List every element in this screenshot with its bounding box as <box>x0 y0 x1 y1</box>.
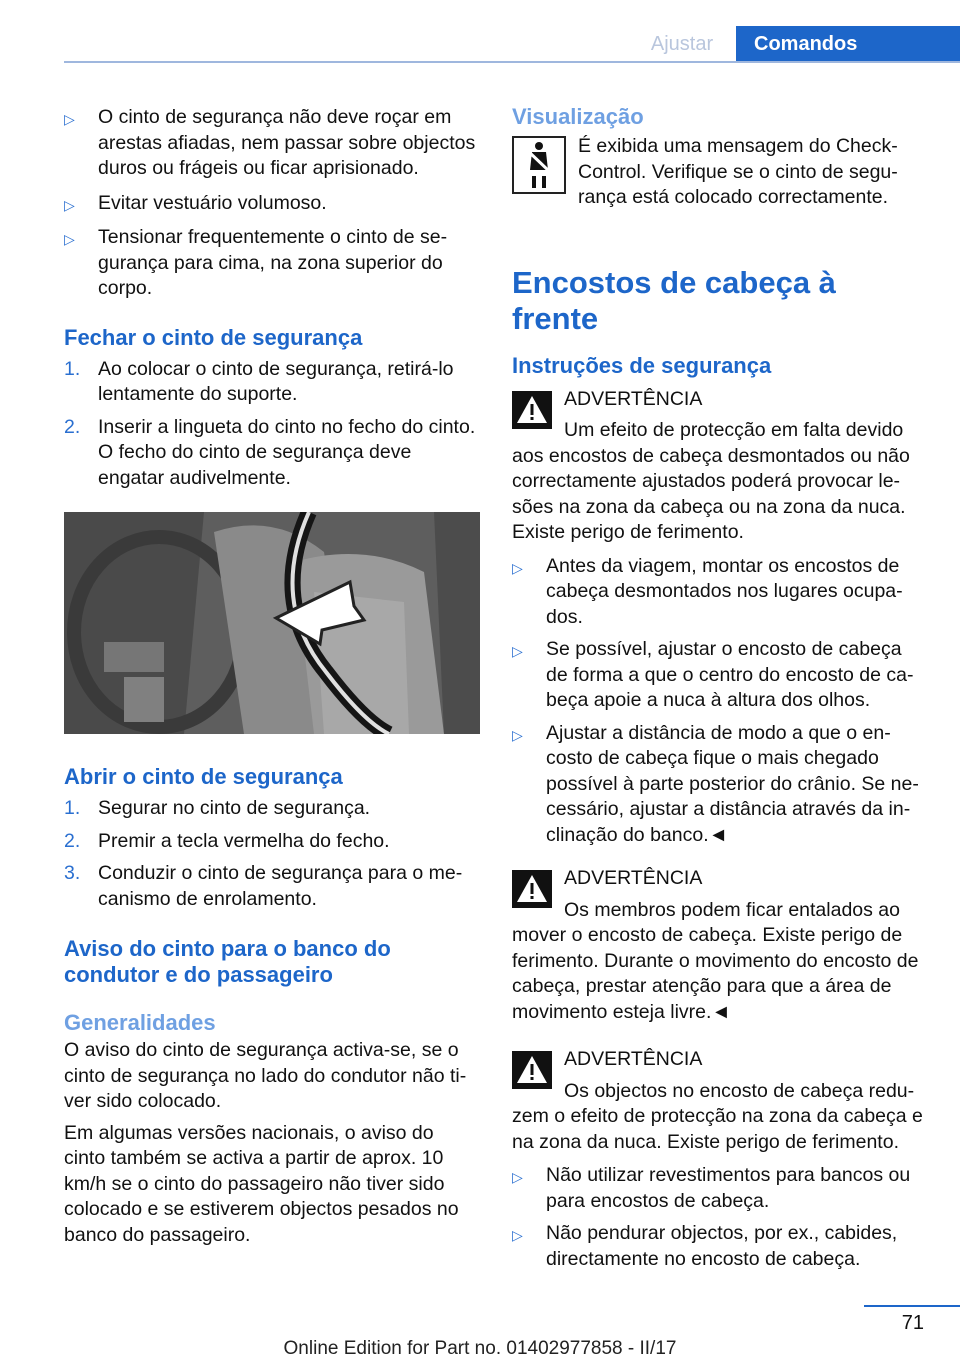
warning-triangle-icon <box>512 1051 552 1089</box>
list-item: ▷ O cinto de segurança não deve roçar em arestas afiadas, nem passar sobre objectos duros ou frágeis ou ficar aprisionado. <box>64 106 476 179</box>
warning-text: Um efeito de protecção em falta devido aos encostos de cabeça desmontados ou não correctamente ajustados poderá provocar lesões na zona da cabeça ou na zona da nuca. Existe perigo de ferimento. <box>512 419 910 543</box>
right-column <box>512 100 926 1272</box>
warning-triangle-icon <box>512 391 552 429</box>
bullet-triangle-icon: ▷ <box>64 196 75 213</box>
section-title-aviso: Aviso do cinto para o banco do condutor e do passageiro <box>64 936 391 987</box>
warning-label: ADVERTÊNCIA <box>564 387 703 410</box>
chapter-tabs <box>628 26 960 62</box>
list-item: ▷ Não utilizar revestimentos para bancos ou para encostos de cabeça. <box>512 1164 911 1212</box>
list-item: 1. Ao colocar o cinto de segurança, retirá-lo lentamente do suporte. <box>64 357 454 405</box>
warning-text: Os membros podem ficar entalados ao mover o encosto de cabeça. Existe perigo de ferimento. Durante o movimento do encosto de cabeça, prestar atenção para que a área de movimento esteja livre.◄ <box>512 898 919 1023</box>
warning-block <box>512 1047 926 1155</box>
list-item: ▷ Se possível, ajustar o encosto de cabeça de forma a que o centro do encosto de cabeça apoie a nuca à altura dos olhos. <box>512 638 914 711</box>
bullet-triangle-icon: ▷ <box>512 1169 523 1185</box>
page-number: 71 <box>901 1312 924 1334</box>
warning-block <box>512 387 926 546</box>
warning-triangle-icon <box>512 870 552 908</box>
bullet-triangle-icon: ▷ <box>512 726 523 743</box>
bullet-triangle-icon: ▷ <box>64 111 75 127</box>
bullet-triangle-icon: ▷ <box>64 231 75 247</box>
edition-note: Online Edition for Part no. 01402977858 - II/17 <box>283 1338 677 1359</box>
warning-label: ADVERTÊNCIA <box>564 867 703 889</box>
list-item: 2. Inserir a lingueta do cinto no fecho do cinto. O fecho do cinto de segurança deve engatar audivelmente. <box>64 415 476 489</box>
tab-comandos[interactable]: Comandos <box>736 26 960 62</box>
list-item: ▷ Evitar vestuário volumoso. <box>64 191 480 217</box>
seatbelt-warning-icon <box>512 136 566 194</box>
list-item: 2. Premir a tecla vermelha do fecho. <box>64 829 390 852</box>
list-item: 3. Conduzir o cinto de segurança para o mecanismo de enrolamento. <box>64 862 463 910</box>
paragraph: Em algumas versões nacionais, o aviso do cinto também se activa a partir de aprox. 10 km/h se o cinto do passageiro não tiver sido colocado e se estiverem objectos pesados no banco do passageiro. <box>64 1121 459 1246</box>
subsection-title-generalidades: Generalidades <box>64 1010 216 1035</box>
paragraph: O aviso do cinto de segurança activa-se, se o cinto de segurança no lado do condutor não tiver sido colocado. <box>64 1039 467 1112</box>
section-title-encostos: Encostos de cabeça à frente <box>512 264 836 336</box>
header-rule <box>64 61 960 63</box>
footer-rule <box>864 1305 960 1307</box>
subsection-title-instrucoes: Instruções de segurança <box>512 352 772 378</box>
seatbelt-photo <box>64 512 480 734</box>
list-item: ▷ Não pendurar objectos, por ex., cabides, directamente no encosto de cabeça. <box>512 1222 898 1270</box>
list-item: ▷ Tensionar frequentemente o cinto de segurança para cima, na zona superior do corpo. <box>64 226 448 299</box>
seatbelt-illustration <box>64 512 480 734</box>
tab-ajustar[interactable]: Ajustar <box>650 33 714 55</box>
section-title-abrir: Abrir o cinto de segurança <box>64 764 343 789</box>
list-item: 1. Segurar no cinto de segurança. <box>64 797 371 819</box>
warning-text: Os objectos no encosto de cabeça reduzem o efeito de protecção na zona da cabeça e na zona da nuca. Existe perigo de ferimento. <box>512 1079 923 1153</box>
left-column <box>64 100 480 1248</box>
warning-block <box>512 866 926 1025</box>
list-item: ▷ Antes da viagem, montar os encostos de cabeça desmontados nos lugares ocupados. <box>512 554 903 628</box>
warning-label: ADVERTÊNCIA <box>564 1048 703 1070</box>
visualizacao-text: É exibida uma mensagem do Check-Control. Verifique se o cinto de segurança está colocado correctamente. <box>578 135 898 208</box>
bullet-triangle-icon: ▷ <box>512 559 523 576</box>
visualizacao-block <box>512 134 926 211</box>
bullet-triangle-icon: ▷ <box>512 1227 523 1243</box>
subsection-title-visualizacao: Visualização <box>512 104 644 129</box>
section-title-fechar: Fechar o cinto de segurança <box>64 324 363 350</box>
bullet-triangle-icon: ▷ <box>512 643 523 659</box>
list-item: ▷ Ajustar a distância de modo a que o encosto de cabeça fique o mais chegado possível à parte posterior do crânio. Se necessário, ajustar a distância através da inclinação do banco.◄ <box>512 721 919 846</box>
